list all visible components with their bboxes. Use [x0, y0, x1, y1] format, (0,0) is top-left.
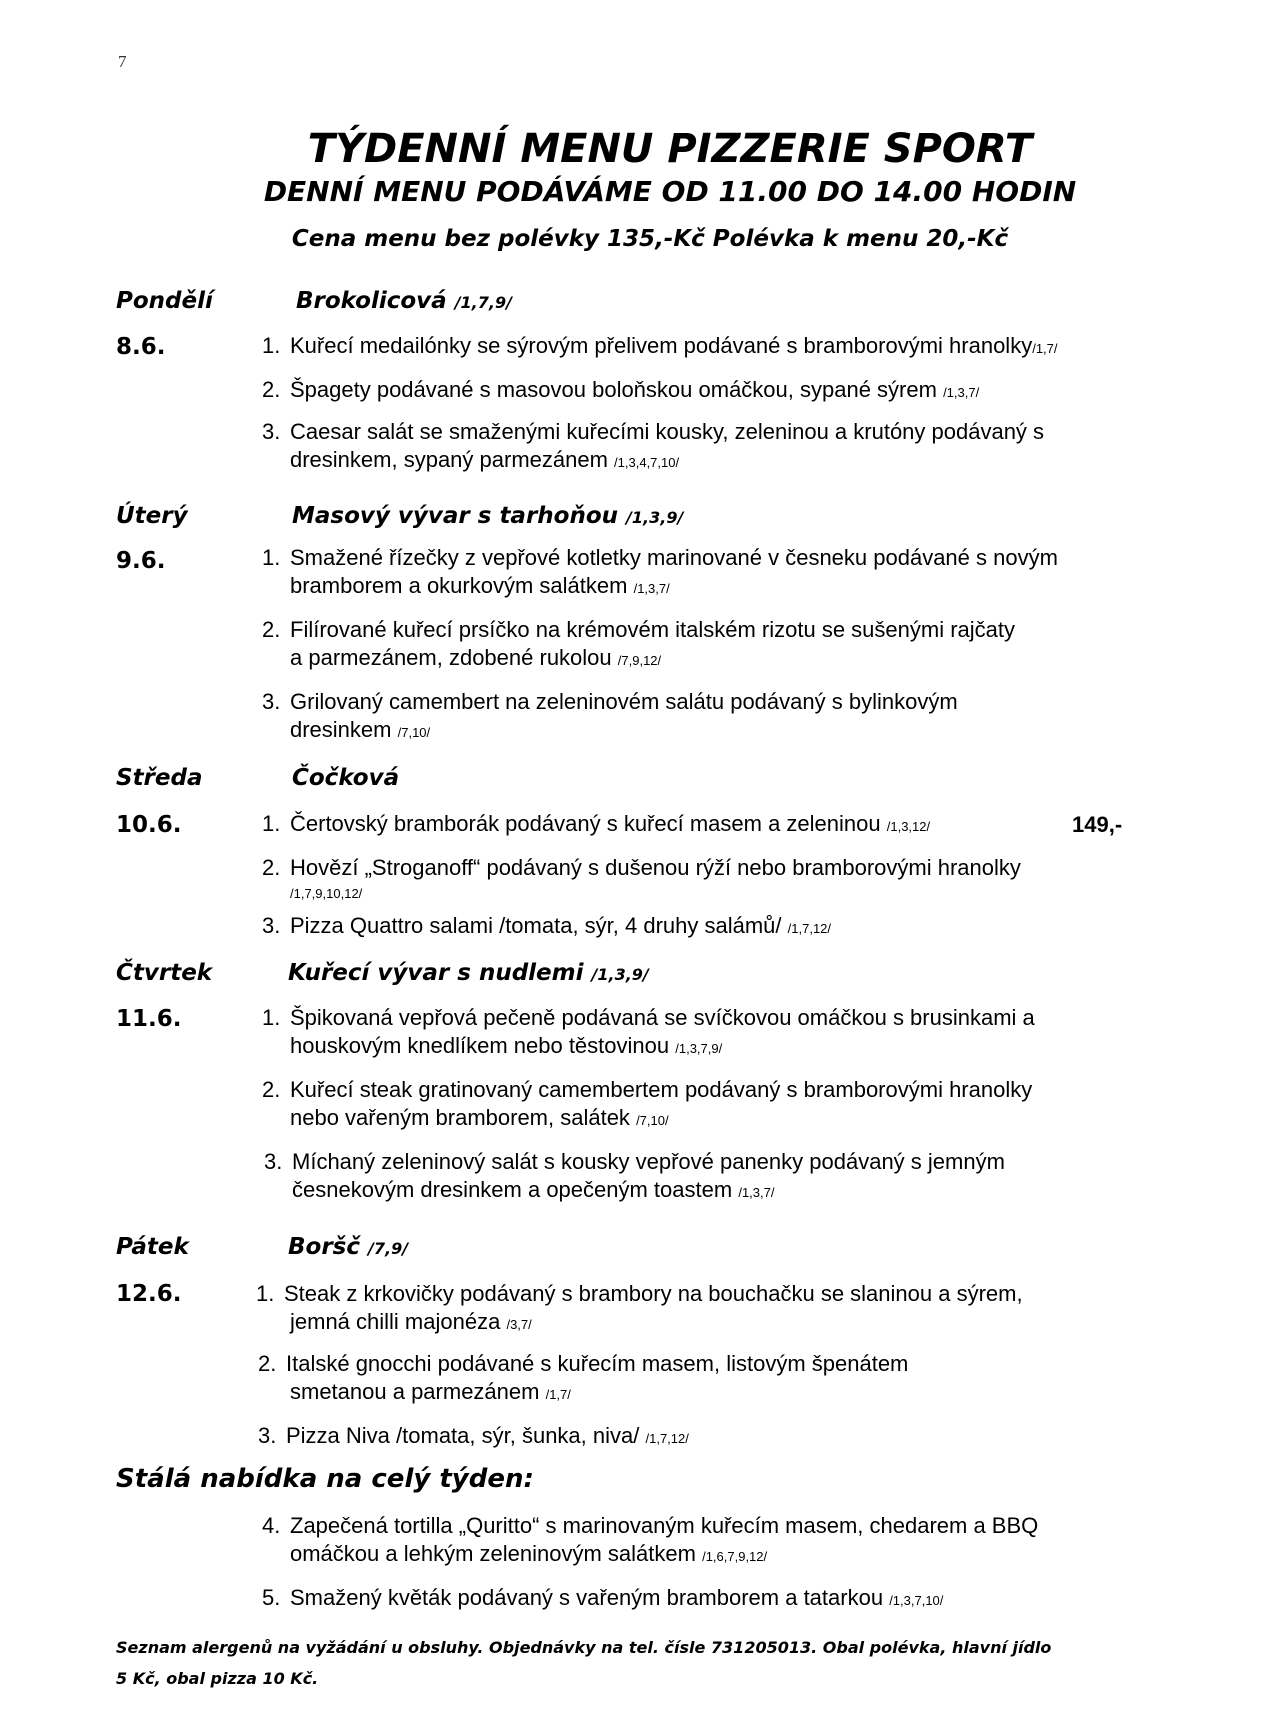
menu-title: TÝDENNÍ MENU PIZZERIE SPORT — [307, 126, 1033, 172]
menu-item: 1. Čertovský bramborák podávaný s kuřecí masem a zeleninou /1,3,12/ — [262, 811, 931, 836]
menu-item: 3. Grilovaný camembert na zeleninovém salátu podávaný s bylinkovým dresinkem /7,10/ — [262, 689, 958, 742]
footer-line: Seznam alergenů na vyžádání u obsluhy. Objednávky na tel. čísle 731205013. Obal polévka, hlavní jídlo — [116, 1638, 1052, 1657]
soup-name: Kuřecí vývar s nudlemi /1,3,9/ — [288, 960, 649, 986]
menu-item: 2. Kuřecí steak gratinovaný camembertem podávaný s bramborovými hranolky nebo vařeným bramborem, salátek /7,10/ — [262, 1077, 1033, 1130]
day-name: Pondělí — [116, 288, 213, 314]
menu-item: 3. Pizza Niva /tomata, sýr, šunka, niva/ /1,7,12/ — [258, 1423, 689, 1448]
menu-item: 2. Filírované kuřecí prsíčko na krémovém italském rizotu se sušenými rajčaty a parmezánem, zdobené rukolou /7,9,12/ — [262, 617, 1016, 670]
day-date: 8.6. — [116, 334, 166, 360]
day-name: Pátek — [116, 1234, 189, 1260]
menu-subtitle: DENNÍ MENU PODÁVÁME OD 11.00 DO 14.00 HODIN — [263, 175, 1077, 208]
footer-note — [116, 1632, 1176, 1694]
soup-name: Čočková — [292, 765, 400, 791]
menu-item: 1. Kuřecí medailónky se sýrovým přelivem podávané s bramborovými hranolky/1,7/ — [262, 333, 1058, 358]
standing-offer-title: Stálá nabídka na celý týden: — [116, 1464, 534, 1494]
menu-item: 1. Špikovaná vepřová pečeně podávaná se svíčkovou omáčkou s brusinkami a houskovým knedlíkem nebo těstovinou /1,3,7,9/ — [262, 1005, 1035, 1058]
day-name: Úterý — [116, 503, 188, 529]
menu-item: 4. Zapečená tortilla „Quritto“ s marinovaným kuřecím masem, chedarem a BBQ omáčkou a lehkým zeleninovým salátkem /1,6,7,9,12/ — [262, 1513, 1039, 1566]
day-date: 11.6. — [116, 1006, 182, 1032]
footer-line: 5 Kč, obal pizza 10 Kč. — [116, 1669, 319, 1688]
day-name: Čtvrtek — [116, 960, 213, 986]
page-number: 7 — [118, 52, 127, 71]
menu-item: 5. Smažený květák podávaný s vařeným bramborem a tatarkou /1,3,7,10/ — [262, 1585, 944, 1610]
day-date: 12.6. — [116, 1281, 182, 1307]
menu-item-price: 149,- — [1072, 812, 1123, 837]
menu-item: 3. Caesar salát se smaženými kuřecími kousky, zeleninou a krutóny podávaný s dresinkem, sypaný parmezánem /1,3,4,7,10/ — [262, 419, 1045, 472]
soup-name: Masový vývar s tarhoňou /1,3,9/ — [292, 503, 684, 529]
day-date: 9.6. — [116, 548, 166, 574]
menu-item: 2. Špagety podávané s masovou boloňskou omáčkou, sypané sýrem /1,3,7/ — [262, 377, 980, 402]
day-name: Středa — [116, 765, 203, 791]
menu-item: 2. Hovězí „Stroganoff“ podávaný s dušenou rýží nebo bramborovými hranolky /1,7,9,10,12/ — [262, 855, 1021, 901]
menu-item: 1. Steak z krkovičky podávaný s brambory na bouchačku se slaninou a sýrem, jemná chilli majonéza /3,7/ — [256, 1281, 1023, 1334]
day-date: 10.6. — [116, 812, 182, 838]
menu-item: 3. Pizza Quattro salami /tomata, sýr, 4 druhy salámů/ /1,7,12/ — [262, 913, 832, 938]
menu-item: 3. Míchaný zeleninový salát s kousky vepřové panenky podávaný s jemným česnekovým dresinkem a opečeným toastem /1,3,7/ — [264, 1149, 1005, 1202]
soup-name: Brokolicová /1,7,9/ — [296, 288, 512, 314]
soup-name: Boršč /7,9/ — [288, 1234, 409, 1260]
menu-item: 2. Italské gnocchi podávané s kuřecím masem, listovým špenátem smetanou a parmezánem /1,7/ — [258, 1351, 909, 1404]
menu-price-line: Cena menu bez polévky 135,-Kč Polévka k menu 20,-Kč — [291, 226, 1009, 252]
menu-item: 1. Smažené řízečky z vepřové kotletky marinované v česneku podávané s novým bramborem a okurkovým salátkem /1,3,7/ — [262, 545, 1058, 598]
